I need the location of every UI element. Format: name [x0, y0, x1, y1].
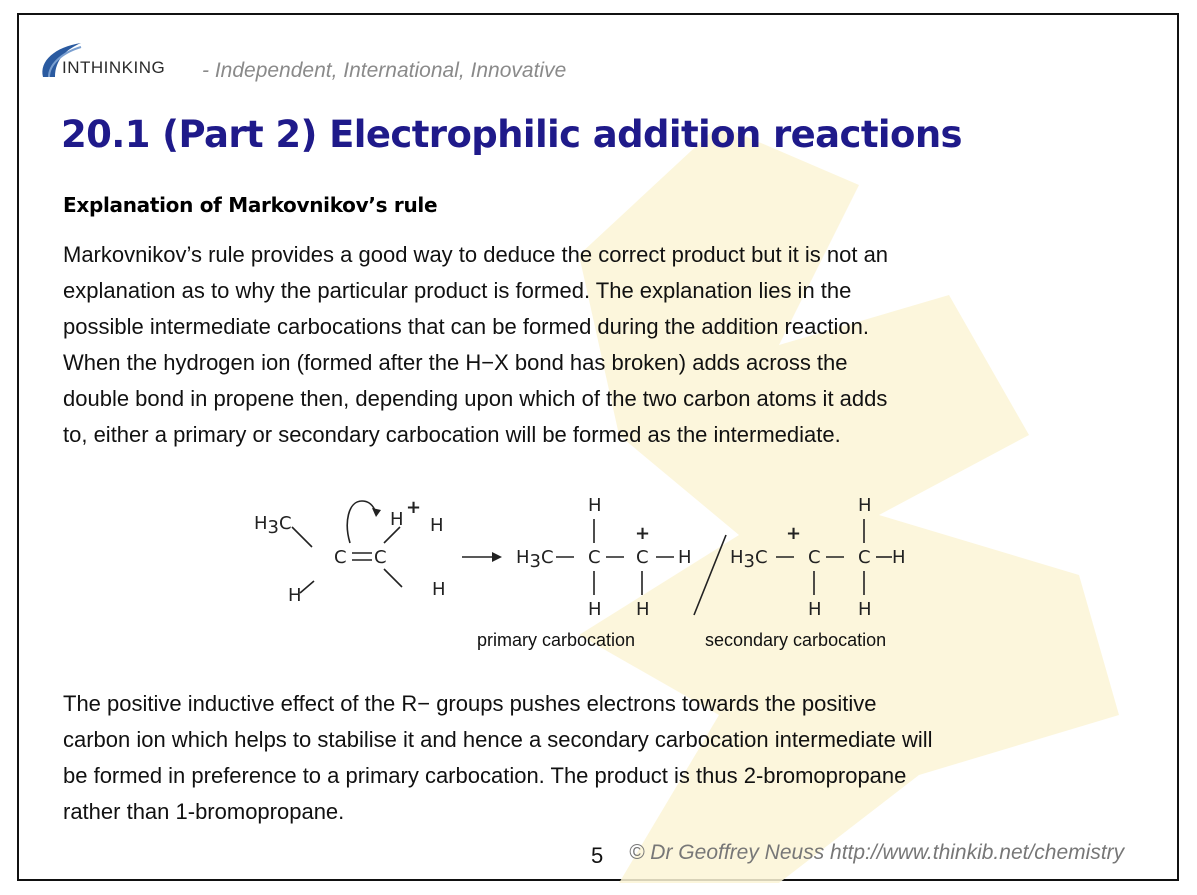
paragraph-line: carbon ion which helps to stabilise it and hence a secondary carbocation intermediate will — [63, 727, 933, 752]
atom-label: H — [288, 585, 302, 606]
atom-label: H — [858, 599, 872, 620]
atom-subscript: 3 — [529, 551, 541, 572]
atom-subscript: 3 — [267, 517, 279, 538]
footer-credit: © Dr Geoffrey Neuss http://www.thinkib.net/chemistry — [629, 841, 1125, 864]
atom-label: H — [430, 515, 444, 536]
primary-carbocation-caption: primary carbocation — [477, 630, 636, 650]
atom-label: C — [588, 547, 601, 568]
paragraph-line: The positive inductive effect of the R− groups pushes electrons towards the positive — [63, 691, 877, 716]
atom-label: H — [588, 495, 602, 516]
atom-label: C — [636, 547, 649, 568]
svg-text:H3C — [516, 547, 554, 572]
atom-label: H — [730, 547, 744, 568]
atom-label: H — [892, 547, 906, 568]
atom-label: H — [808, 599, 822, 620]
paragraph-line: Markovnikov’s rule provides a good way to deduce the correct product but it is not an — [63, 242, 889, 267]
atom-label: C — [808, 547, 821, 568]
atom-label: H — [390, 509, 404, 530]
paragraph-conclusion — [63, 686, 1163, 830]
atom-label: H — [678, 547, 692, 568]
paragraph-line: be formed in preference to a primary carbocation. The product is thus 2-bromopropane — [63, 763, 907, 788]
atom-label: C — [374, 547, 387, 568]
section-heading: Explanation of Markovnikov’s rule — [63, 193, 438, 217]
atom-label: C — [858, 547, 871, 568]
atom-label: H — [516, 547, 530, 568]
atom-label: C — [541, 547, 554, 568]
curly-arrow-head — [372, 508, 381, 517]
paragraph-line: explanation as to why the particular product is formed. The explanation lies in the — [63, 278, 852, 303]
atom-label: C — [755, 547, 768, 568]
positive-charge: + — [406, 497, 422, 518]
paragraph-line: When the hydrogen ion (formed after the H−X bond has broken) adds across the — [63, 350, 848, 375]
atom-label: H — [254, 513, 268, 534]
logo-text: INTHINKING — [62, 58, 166, 77]
carbocation-diagram — [244, 477, 904, 627]
paragraph-line: double bond in propene then, depending upon which of the two carbon atoms it adds — [63, 386, 888, 411]
atom-subscript: 3 — [743, 551, 755, 572]
secondary-carbocation-caption: secondary carbocation — [705, 630, 887, 650]
header — [37, 41, 737, 81]
svg-text:H3C — [730, 547, 768, 572]
atom-label: H — [636, 599, 650, 620]
atom-label: C — [279, 513, 292, 534]
tagline: - Independent, International, Innovative — [202, 59, 567, 82]
paragraph-line: rather than 1-bromopropane. — [63, 799, 345, 824]
paragraph-intro — [63, 237, 1163, 453]
page-number: 5 — [591, 843, 604, 868]
atom-label: H — [432, 579, 446, 600]
positive-charge: + — [786, 523, 802, 544]
reaction-arrow-head — [492, 552, 502, 562]
paragraph-line: possible intermediate carbocations that can be formed during the addition reaction. — [63, 314, 869, 339]
slide — [17, 13, 1179, 881]
positive-charge: + — [635, 523, 651, 544]
atom-label: H — [858, 495, 872, 516]
atom-label: H — [588, 599, 602, 620]
atom-label: C — [334, 547, 347, 568]
svg-text:H3C — [254, 513, 292, 538]
paragraph-line: to, either a primary or secondary carbocation will be formed as the intermediate. — [63, 422, 841, 447]
page-title: 20.1 (Part 2) Electrophilic addition reactions — [61, 113, 962, 156]
